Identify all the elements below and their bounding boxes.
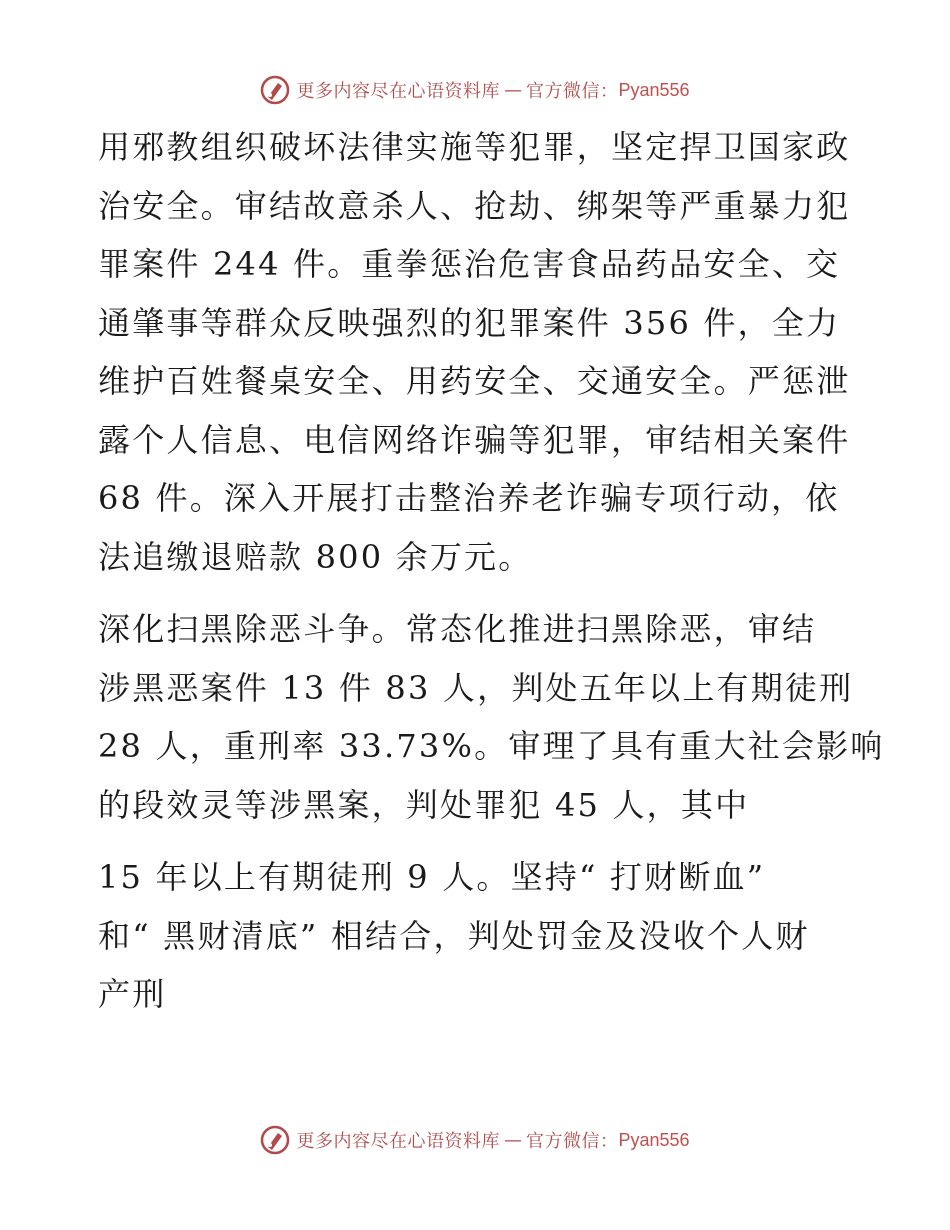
text-line: 产刑 bbox=[98, 975, 167, 1013]
watermark-dash: — bbox=[503, 79, 522, 101]
text-line: 用邪教组织破坏法律实施等犯罪，坚定捍卫国家政 bbox=[98, 128, 851, 166]
text-line: 15 年以上有期徒刑 9 人。坚持“ 打财断血” bbox=[98, 858, 766, 896]
document-body bbox=[98, 118, 885, 1024]
text-line: 治安全。审结故意杀人、抢劫、绑架等严重暴力犯 bbox=[98, 186, 851, 225]
text-line: 的段效灵等涉黑案，判处罪犯 45 人，其中 bbox=[98, 785, 750, 824]
text-line: 深化扫黑除恶斗争。常态化推进扫黑除恶，审结 bbox=[98, 610, 817, 648]
pen-logo-icon bbox=[260, 75, 290, 105]
paragraph-1 bbox=[98, 118, 868, 586]
paragraph-3 bbox=[98, 848, 868, 1024]
header-watermark bbox=[0, 70, 950, 110]
watermark-official: 官方微信： bbox=[525, 1131, 619, 1152]
paragraph-2 bbox=[98, 600, 885, 834]
watermark-wechat-id: Pyan556 bbox=[618, 1129, 690, 1150]
watermark-text: 更多内容尽在心语资料库 bbox=[296, 1131, 500, 1152]
text-line: 68 件。深入开展打击整治养老诈骗专项行动，依 bbox=[98, 479, 840, 517]
text-line: 涉黑恶案件 13 件 83 人，判处五年以上有期徒刑 bbox=[98, 668, 854, 707]
text-line: 露个人信息、电信网络诈骗等犯罪，审结相关案件 bbox=[98, 420, 851, 459]
text-line: 维护百姓餐桌安全、用药安全、交通安全。严惩泄 bbox=[98, 362, 851, 400]
text-line: 和“ 黑财清底” 相结合，判处罚金及没收个人财 bbox=[98, 916, 810, 955]
footer-watermark bbox=[0, 1120, 950, 1160]
watermark-official: 官方微信： bbox=[525, 81, 619, 102]
watermark-dash: — bbox=[503, 1129, 522, 1151]
text-line: 通肇事等群众反映强烈的犯罪案件 356 件，全力 bbox=[98, 303, 841, 342]
text-line: 法追缴退赔款 800 余万元。 bbox=[98, 537, 533, 576]
watermark-text: 更多内容尽在心语资料库 bbox=[296, 81, 500, 102]
watermark-wechat-id: Pyan556 bbox=[618, 79, 690, 100]
text-line: 罪案件 244 件。重拳惩治危害食品药品安全、交 bbox=[98, 245, 841, 283]
text-line: 28 人，重刑率 33.73%。审理了具有重大社会影响 bbox=[98, 727, 885, 765]
pen-logo-icon bbox=[260, 1125, 290, 1155]
